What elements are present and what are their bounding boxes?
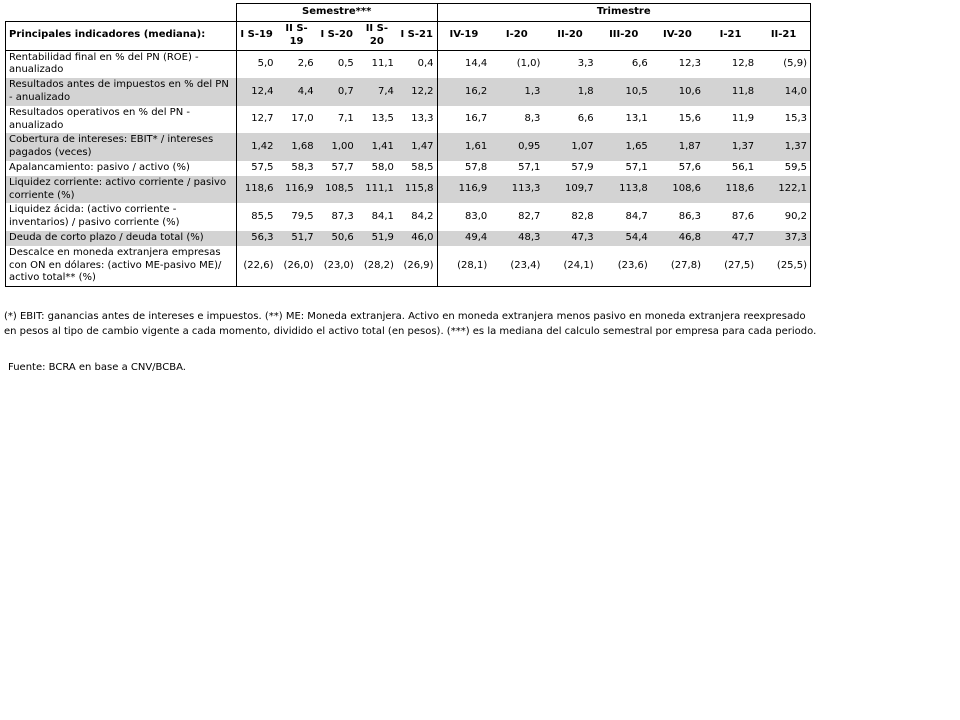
value-cell: (27,5) (704, 246, 757, 287)
value-cell: 54,4 (597, 231, 651, 246)
value-cell: 11,8 (704, 78, 757, 106)
table-head (6, 4, 811, 51)
value-cell: (25,5) (757, 246, 810, 287)
value-cell: 0,4 (397, 50, 437, 78)
value-cell: 1,3 (490, 78, 543, 106)
value-cell: (28,1) (437, 246, 490, 287)
value-cell: 5,0 (236, 50, 276, 78)
table-row (6, 176, 811, 204)
value-cell: 90,2 (757, 203, 810, 231)
value-cell: 47,7 (704, 231, 757, 246)
value-cell: 113,8 (597, 176, 651, 204)
value-cell: 0,7 (317, 78, 357, 106)
value-cell: 1,87 (651, 133, 704, 161)
value-cell: (24,1) (543, 246, 596, 287)
value-cell: 116,9 (276, 176, 316, 204)
value-cell: 109,7 (543, 176, 596, 204)
table-body (6, 50, 811, 287)
value-cell: 116,9 (437, 176, 490, 204)
value-cell: 49,4 (437, 231, 490, 246)
value-cell: 58,5 (397, 161, 437, 176)
value-cell: 16,7 (437, 106, 490, 134)
value-cell: 1,41 (357, 133, 397, 161)
value-cell: 50,6 (317, 231, 357, 246)
value-cell: (23,6) (597, 246, 651, 287)
row-label: Liquidez corriente: activo corriente / pasivo corriente (%) (6, 176, 237, 204)
row-label: Resultados operativos en % del PN - anualizado (6, 106, 237, 134)
value-cell: 7,1 (317, 106, 357, 134)
value-cell: 84,2 (397, 203, 437, 231)
value-cell: 10,6 (651, 78, 704, 106)
column-header-iv-19: IV-19 (437, 22, 490, 51)
value-cell: 0,5 (317, 50, 357, 78)
value-cell: 79,5 (276, 203, 316, 231)
value-cell: 85,5 (236, 203, 276, 231)
column-header-row (6, 22, 811, 51)
value-cell: 59,5 (757, 161, 810, 176)
table-row (6, 50, 811, 78)
value-cell: 11,1 (357, 50, 397, 78)
value-cell: 1,47 (397, 133, 437, 161)
table-row (6, 133, 811, 161)
value-cell: 84,7 (597, 203, 651, 231)
column-header-is-19: I S-19 (236, 22, 276, 51)
table-row (6, 246, 811, 287)
value-cell: 7,4 (357, 78, 397, 106)
value-cell: 12,3 (651, 50, 704, 78)
column-header-ii-20: II-20 (543, 22, 596, 51)
column-header-iii-20: III-20 (597, 22, 651, 51)
value-cell: 14,4 (437, 50, 490, 78)
value-cell: 111,1 (357, 176, 397, 204)
value-cell: 122,1 (757, 176, 810, 204)
group-header-row (6, 4, 811, 22)
column-header-iis-20: II S-20 (357, 22, 397, 51)
indicators-table-container (5, 3, 811, 287)
value-cell: 47,3 (543, 231, 596, 246)
column-header-i-20: I-20 (490, 22, 543, 51)
value-cell: (1,0) (490, 50, 543, 78)
value-cell: (26,9) (397, 246, 437, 287)
footnote-line-1: (*) EBIT: ganancias antes de intereses e impuestos. (**) ME: Moneda extranjera. Activo en moneda extranjera menos pasivo en moneda extranjera reexpresado (4, 311, 806, 322)
value-cell: 10,5 (597, 78, 651, 106)
value-cell: 56,3 (236, 231, 276, 246)
footnote-line-2: en pesos al tipo de cambio vigente a cada momento, dividido el activo total (en pesos). (***) es la mediana del calculo semestral por empresa para cada periodo. (4, 325, 817, 337)
table-row (6, 231, 811, 246)
source-note: Fuente: BCRA en base a CNV/BCBA. (8, 362, 186, 373)
value-cell: 48,3 (490, 231, 543, 246)
value-cell: 15,3 (757, 106, 810, 134)
value-cell: 2,6 (276, 50, 316, 78)
value-cell: 15,6 (651, 106, 704, 134)
column-header-ii-21: II-21 (757, 22, 810, 51)
value-cell: 1,61 (437, 133, 490, 161)
value-cell: 82,8 (543, 203, 596, 231)
value-cell: 1,07 (543, 133, 596, 161)
value-cell: 57,5 (236, 161, 276, 176)
value-cell: 57,1 (597, 161, 651, 176)
value-cell: 57,9 (543, 161, 596, 176)
value-cell: 51,7 (276, 231, 316, 246)
value-cell: 1,65 (597, 133, 651, 161)
group-header-semestre: Semestre*** (236, 4, 437, 22)
value-cell: 37,3 (757, 231, 810, 246)
value-cell: 13,1 (597, 106, 651, 134)
table-row (6, 78, 811, 106)
value-cell: 83,0 (437, 203, 490, 231)
row-label: Apalancamiento: pasivo / activo (%) (6, 161, 237, 176)
value-cell: 17,0 (276, 106, 316, 134)
corner-blank-cell (6, 4, 237, 22)
value-cell: 51,9 (357, 231, 397, 246)
value-cell: 12,2 (397, 78, 437, 106)
value-cell: 0,95 (490, 133, 543, 161)
value-cell: 1,42 (236, 133, 276, 161)
value-cell: 8,3 (490, 106, 543, 134)
value-cell: 108,5 (317, 176, 357, 204)
row-label: Liquidez ácida: (activo corriente - inventarios) / pasivo corriente (%) (6, 203, 237, 231)
value-cell: 56,1 (704, 161, 757, 176)
value-cell: 14,0 (757, 78, 810, 106)
value-cell: 86,3 (651, 203, 704, 231)
value-cell: 87,3 (317, 203, 357, 231)
value-cell: 84,1 (357, 203, 397, 231)
group-header-trimestre: Trimestre (437, 4, 810, 22)
value-cell: 58,0 (357, 161, 397, 176)
value-cell: 4,4 (276, 78, 316, 106)
table-row (6, 106, 811, 134)
value-cell: 108,6 (651, 176, 704, 204)
value-cell: 3,3 (543, 50, 596, 78)
row-label: Descalce en moneda extranjera empresas con ON en dólares: (activo ME-pasivo ME)/ activo total** (%) (6, 246, 237, 287)
value-cell: 6,6 (543, 106, 596, 134)
row-label: Resultados antes de impuestos en % del PN - anualizado (6, 78, 237, 106)
value-cell: 46,0 (397, 231, 437, 246)
value-cell: 11,9 (704, 106, 757, 134)
value-cell: 12,7 (236, 106, 276, 134)
value-cell: 1,00 (317, 133, 357, 161)
value-cell: 16,2 (437, 78, 490, 106)
value-cell: 12,4 (236, 78, 276, 106)
column-header-is-21: I S-21 (397, 22, 437, 51)
value-cell: 1,8 (543, 78, 596, 106)
column-header-iis-19: II S-19 (276, 22, 316, 51)
value-cell: (27,8) (651, 246, 704, 287)
value-cell: 115,8 (397, 176, 437, 204)
value-cell: 113,3 (490, 176, 543, 204)
value-cell: 82,7 (490, 203, 543, 231)
column-header-is-20: I S-20 (317, 22, 357, 51)
value-cell: 57,8 (437, 161, 490, 176)
value-cell: 1,37 (757, 133, 810, 161)
value-cell: 12,8 (704, 50, 757, 78)
indicators-table (5, 3, 811, 287)
column-header-i-21: I-21 (704, 22, 757, 51)
value-cell: 1,68 (276, 133, 316, 161)
value-cell: 6,6 (597, 50, 651, 78)
value-cell: (23,0) (317, 246, 357, 287)
row-label: Cobertura de intereses: EBIT* / intereses pagados (veces) (6, 133, 237, 161)
footnote-block (4, 310, 954, 339)
value-cell: 58,3 (276, 161, 316, 176)
value-cell: 1,37 (704, 133, 757, 161)
value-cell: 57,7 (317, 161, 357, 176)
column-header-iv-20: IV-20 (651, 22, 704, 51)
value-cell: 13,3 (397, 106, 437, 134)
value-cell: (26,0) (276, 246, 316, 287)
value-cell: 118,6 (704, 176, 757, 204)
value-cell: (23,4) (490, 246, 543, 287)
value-cell: (22,6) (236, 246, 276, 287)
table-row (6, 161, 811, 176)
value-cell: 57,6 (651, 161, 704, 176)
row-header-principales: Principales indicadores (mediana): (6, 22, 237, 51)
value-cell: (28,2) (357, 246, 397, 287)
value-cell: 118,6 (236, 176, 276, 204)
row-label: Deuda de corto plazo / deuda total (%) (6, 231, 237, 246)
value-cell: 13,5 (357, 106, 397, 134)
value-cell: 46,8 (651, 231, 704, 246)
value-cell: 57,1 (490, 161, 543, 176)
table-row (6, 203, 811, 231)
value-cell: 87,6 (704, 203, 757, 231)
row-label: Rentabilidad final en % del PN (ROE) - anualizado (6, 50, 237, 78)
value-cell: (5,9) (757, 50, 810, 78)
